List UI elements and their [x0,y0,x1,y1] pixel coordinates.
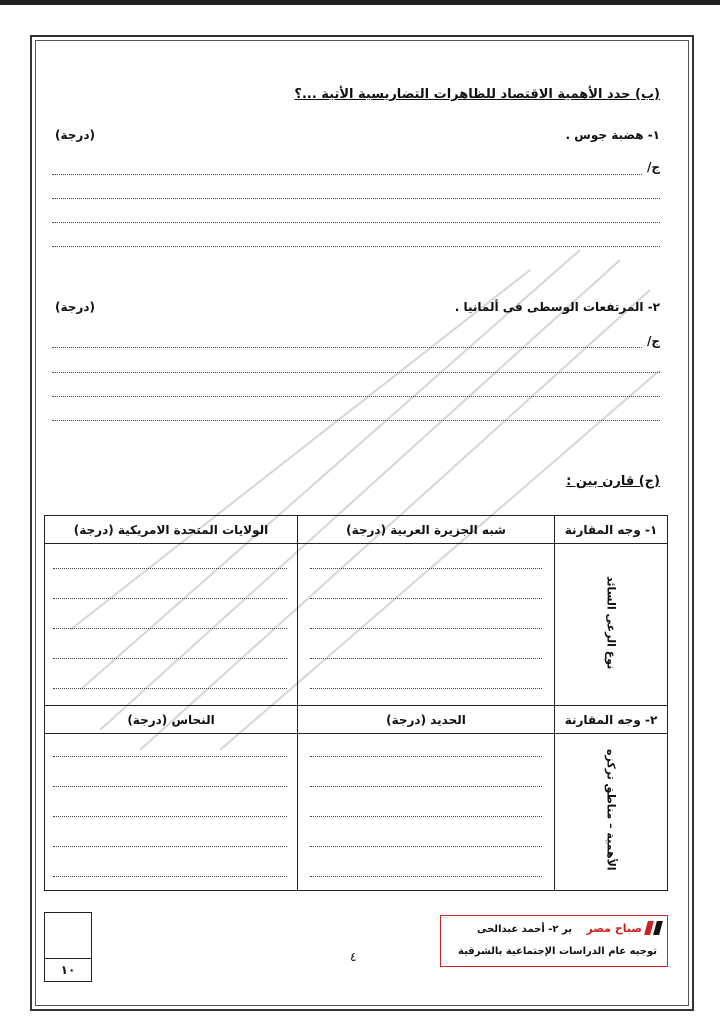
answer-line[interactable] [52,174,642,175]
item-2-answer-prefix: ج/ [646,334,660,348]
page-number: ٤ [350,950,357,964]
section-b-title: (ب) حدد الأهمية الاقتصاد للظاهرات التضاريسية الأتية ...؟ [294,87,660,102]
table1-head: ١- وجه المقارنة [555,516,668,544]
item-1-label: ١- هضبة جوس . [565,128,660,142]
table1-row-label-cell [555,544,668,706]
table2-row-label-cell [555,734,668,891]
logo-mark-icon [653,921,663,935]
table1-col-a: شبه الجزيرة العربية (درجة) [298,516,555,544]
answer-line[interactable] [52,246,660,247]
answer-line[interactable] [52,198,660,199]
table1-row-label: نوع الرعى السائد [604,575,618,670]
footer-stamp [440,915,668,967]
score-box [44,912,92,982]
table1-col-b: الولايات المتحدة الامريكية (درجة) [45,516,298,544]
table2-head: ٢- وجه المقارنة [555,706,668,734]
item-1-answer-prefix: ج/ [646,160,660,174]
comparison-table [44,515,668,891]
table1-answer-b[interactable] [45,544,298,706]
table1-answer-a[interactable] [298,544,555,706]
answer-line[interactable] [52,372,660,373]
table2-row-label: الأهمية – مناطق تركزه [604,749,618,871]
item-2-label: ٢- المرتفعات الوسطى فى ألمانيا . [454,300,660,314]
table2-col-b: النحاس (درجة) [45,706,298,734]
table2-col-a: الحديد (درجة) [298,706,555,734]
item-1-score: (درجة) [55,128,95,142]
site-logo [587,921,662,935]
logo-text: صباح مصر [586,921,642,935]
table2-answer-a[interactable] [298,734,555,891]
table2-answer-b[interactable] [45,734,298,891]
answer-line[interactable] [52,222,660,223]
item-2-score: (درجة) [55,300,95,314]
department-name: توجيه عام الدراسات الإجتماعية بالشرقية [458,946,657,957]
answer-line[interactable] [52,420,660,421]
total-score: ١٠ [45,958,91,981]
answer-line[interactable] [52,347,642,348]
answer-line[interactable] [52,396,660,397]
author-name: ير ٢- أحمد عبدالحى [476,924,572,935]
logo-mark-icon [644,921,654,935]
top-rule [0,0,720,5]
section-c-title: (ج) قارن بين : [566,474,660,489]
